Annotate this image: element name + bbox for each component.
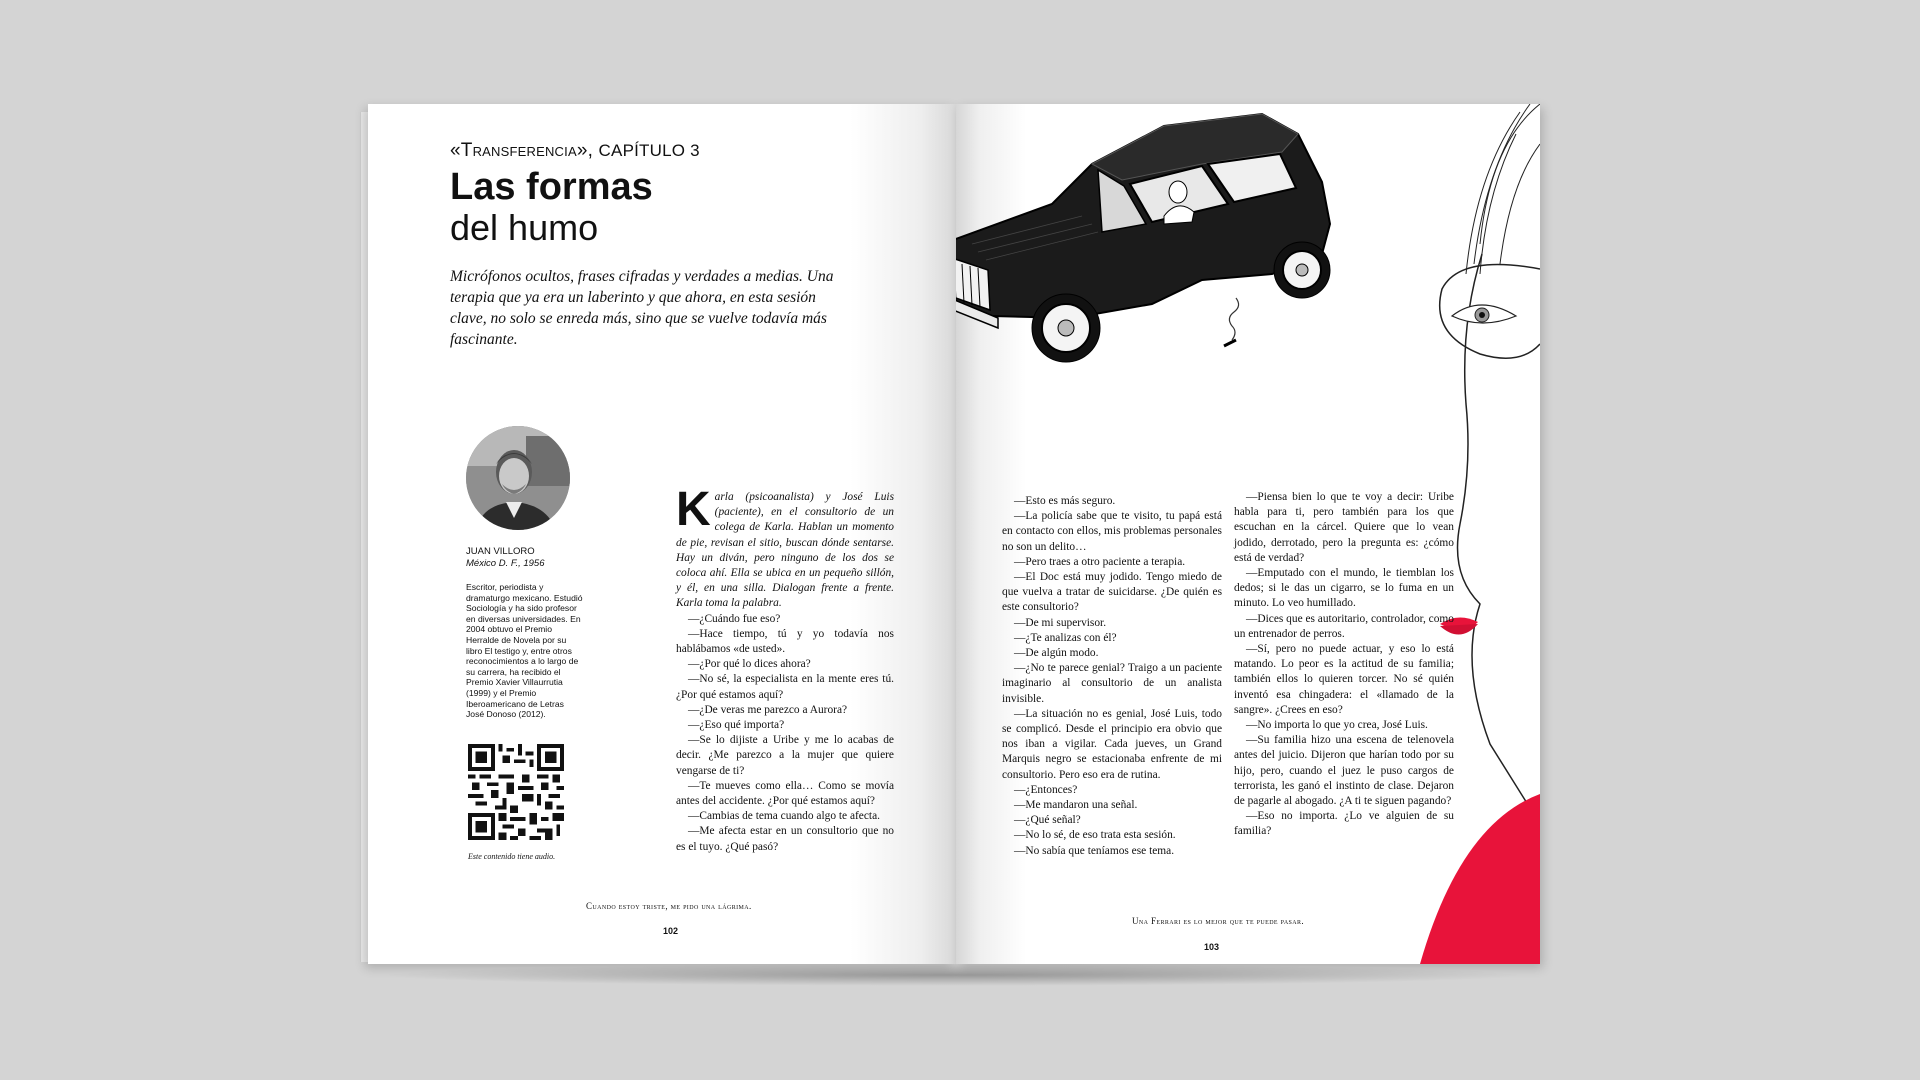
author-photo-image (466, 426, 570, 530)
right-column-2 (1234, 490, 1454, 840)
right-column-1 (1002, 494, 1222, 859)
dialogue-line: —Esto es más seguro. (1014, 495, 1116, 507)
dialogue-line: —Emputado con el mundo, le tiemblan los dedos; si le das un cigarro, se lo fuma en un minuto. Lo veo humillado. (1234, 567, 1454, 610)
dialogue-line: —No sé, la especialista en la mente eres tú. ¿Por qué estamos aquí? (676, 673, 894, 701)
dialogue-line: —Cambias de tema cuando algo te afecta. (688, 810, 880, 823)
dialogue-line: —La situación no es genial, José Luis, todo se complicó. Desde el principio era obvio que nos iban a vigilar. Cada jueves, un Grand Marquis negro se estacionaba enfrente de mi consultorio. Pero eso era de rutina. (1002, 707, 1222, 781)
dialogue-line: —¿Eso qué importa? (688, 719, 785, 732)
dialogue-line: —Sí, pero no puede actuar, y eso lo está matando. Lo peor es la actitud de su familia; también ellos lo quieren torcer. No sé quién inventó esa chingadera: el «llamado de la sangre». ¿Crees en eso? (1234, 643, 1454, 716)
spread-shadow (378, 964, 1528, 986)
dialogue-line: —¿Cuándo fue eso? (688, 612, 781, 625)
page-number-left: 102 (663, 926, 679, 936)
author-origin: México D. F., 1956 (466, 558, 545, 569)
dialogue-line: —De mi supervisor. (1014, 616, 1107, 629)
chapter-kicker (450, 140, 700, 162)
footer-quote-left: Cuando estoy triste, me pido una lágrima. (586, 901, 752, 911)
qr-caption: Este contenido tiene audio. (468, 852, 556, 861)
page-number-right: 103 (1204, 942, 1220, 952)
right-page (956, 104, 1540, 964)
article-title-line1: Las formas (450, 166, 653, 208)
left-page (368, 104, 956, 964)
article-title-line2: del humo (450, 207, 599, 248)
dialogue-line: —No lo sé, de eso trata esta sesión. (1014, 829, 1176, 842)
dialogue-line: —¿Por qué lo dices ahora? (688, 658, 811, 671)
dialogue-line: —La policía sabe que te visito, tu papá está en contacto con ellos, mis problemas personales no son un delito… (1002, 510, 1222, 553)
dialogue-line: —El Doc está muy jodido. Tengo miedo de que vuelva a tratar de suicidarse. ¿De quién es este consultorio? (1002, 571, 1222, 614)
dialogue-line: —¿Te analizas con él? (1014, 631, 1117, 644)
author-name: JUAN VILLORO (466, 546, 535, 557)
dialogue-line: —No importa lo que yo crea, José Luis. (1246, 719, 1428, 732)
dialogue-line: —Hace tiempo, tú y yo todavía nos hablábamos «de usted». (676, 627, 894, 656)
drop-cap: K (676, 483, 711, 536)
dialogue-line: —No sabía que teníamos ese tema. (1014, 844, 1175, 857)
car-illustration (956, 104, 1358, 404)
qr-code[interactable] (468, 744, 564, 840)
dialogue-line: —¿Qué señal? (1014, 814, 1081, 827)
dialogue-line: —Piensa bien lo que te voy a decir: Uribe habla para ti, pero también para los que escuchan en la cárcel. Quiere que lo vean jodido, derrotado, pero la pregunta es: ¿cómo está de verdad? (1234, 491, 1454, 564)
intro-paragraph: arla (psicoanalista) y José Luis (paciente), en el consultorio de un colega de Karla. Hablan un momento de pie, revisan el sitio, buscan dónde sentarse. Hay un diván, pero ninguno de los dos se coloca ahí. Ella se ubica en un pequeño sillón, y él, en una silla. Dialogan frente a frente. Karla toma la palabra. (676, 491, 894, 610)
kicker-suffix: CAPÍTULO 3 (598, 141, 700, 160)
article-body-column (676, 483, 894, 855)
dialogue-line: —Te mueves como ella… Como se movía antes del accidente. ¿Por qué estamos aquí? (676, 779, 894, 808)
author-bio: Escritor, periodista y dramaturgo mexicano. Estudió Sociología y ha sido profesor en diversas universidades. En 2004 obtuvo el Premio Herralde de Novela por su libro El testigo y, entre otros reconocimientos a lo largo de su carrera, ha recibido el Premio Xavier Villaurrutia (1999) y el Premio Iberoamericano de Letras José Donoso (2012). (466, 582, 583, 720)
dialogue-line: —Se lo dijiste a Uribe y me lo acabas de decir. ¿Me parezco a la mujer que quiere vengarse de ti? (676, 734, 894, 777)
magazine-spread (368, 104, 1540, 976)
kicker-prefix: «Transferencia», (450, 140, 599, 161)
dialogue-line: —Eso no importa. ¿Lo ve alguien de su familia? (1234, 810, 1454, 838)
dialogue-line: —Me mandaron una señal. (1014, 799, 1138, 812)
dialogue-line: —¿No te parece genial? Traigo a un paciente imaginario al consultorio de un analista invisible. (1002, 662, 1222, 705)
dialogue-line: —¿De veras me parezco a Aurora? (688, 703, 848, 716)
dialogue-line: —Me afecta estar en un consultorio que no es el tuyo. ¿Qué pasó? (676, 825, 894, 853)
dialogue-line: —Dices que es autoritario, controlador, como un entrenador de perros. (1234, 612, 1454, 640)
dialogue-line: —Pero traes a otro paciente a terapia. (1014, 555, 1186, 568)
article-dek: Micrófonos ocultos, frases cifradas y verdades a medias. Una terapia que ya era un laberinto y que ahora, en esta sesión clave, no solo se enreda más, sino que se vuelve todavía más fascinante. (450, 268, 834, 348)
author-portrait (466, 426, 570, 530)
dialogue-line: —De algún modo. (1014, 647, 1099, 660)
dialogue-line: —Su familia hizo una escena de telenovela antes del juicio. Dijeron que harían todo por su hijo, pero, cuando el juez le puso cargos de terrorista, les ganó el instinto de clase. Dejaron de pagarle al abogado. ¿A ti te siguen pagando? (1234, 734, 1454, 808)
footer-quote-right: Una Ferrari es lo mejor que te puede pasar. (1132, 916, 1305, 926)
dialogue-line: —¿Entonces? (1014, 783, 1078, 796)
